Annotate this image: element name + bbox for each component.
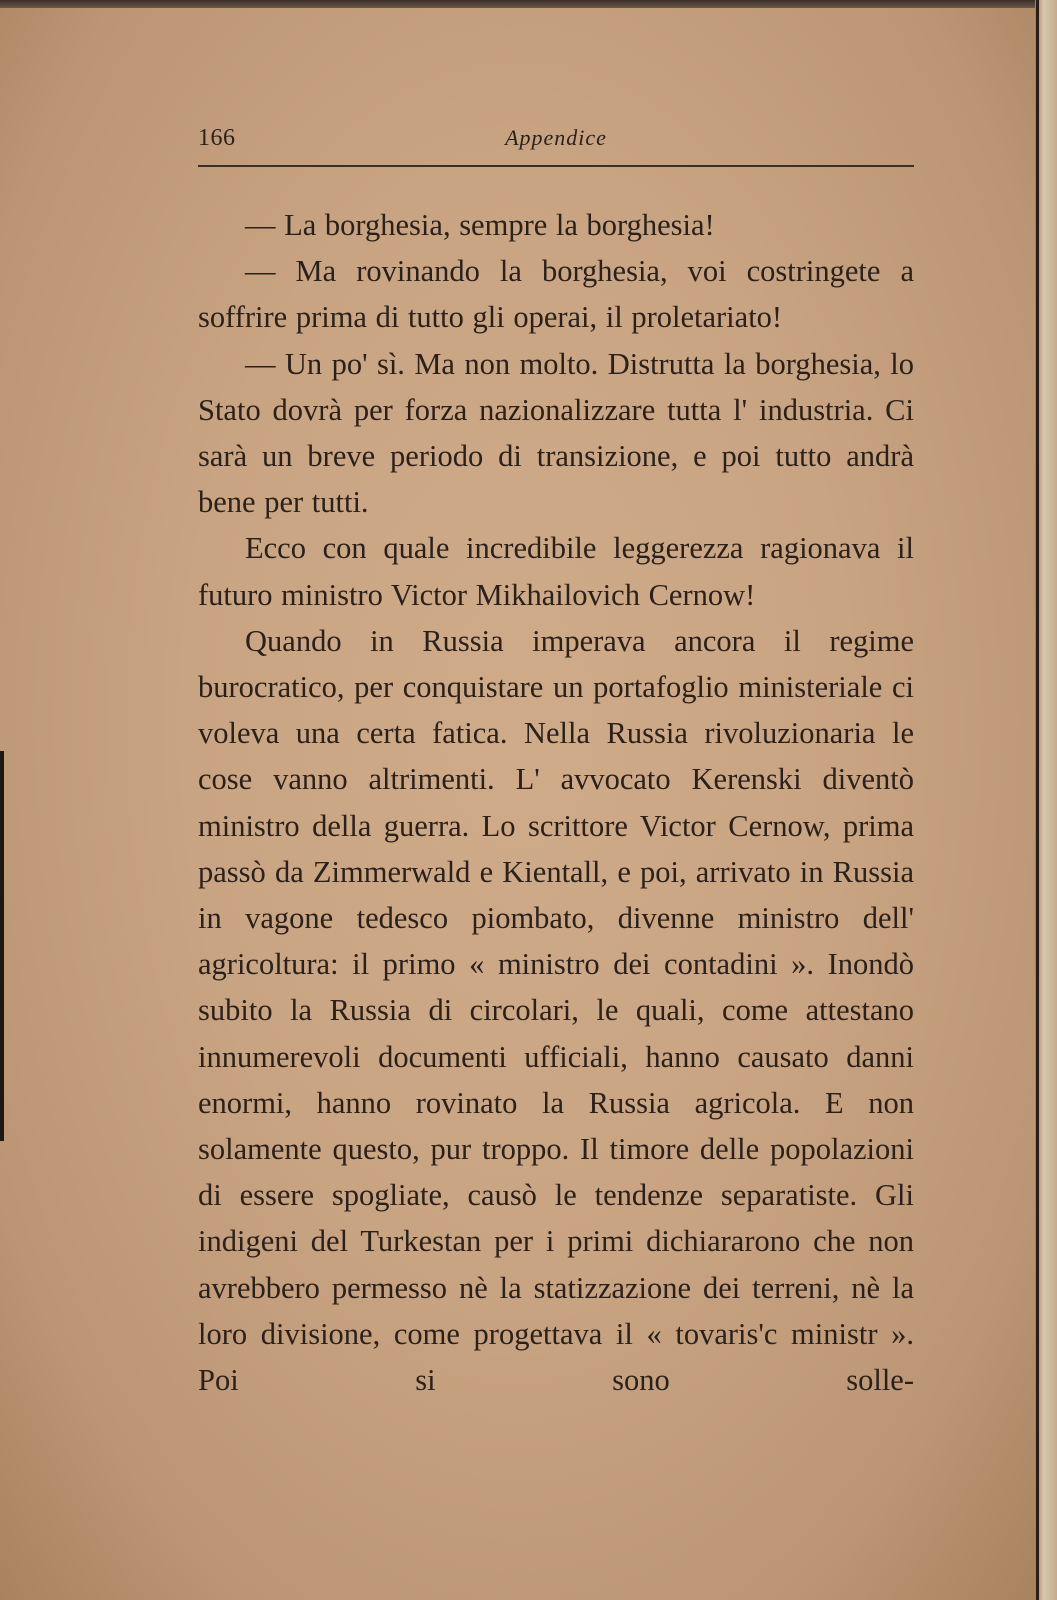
page-header [198, 121, 914, 161]
book-page [0, 6, 1035, 1600]
paragraph-3: — Un po' sì. Ma non molto. Distrutta la borghesia, lo Stato dovrà per forza nazionalizzare tutta l' industria. Ci sarà un breve periodo di transizione, e poi tutto andrà bene per tutti. [198, 346, 914, 520]
scan-top-edge [0, 0, 1057, 8]
body-text [198, 202, 914, 1403]
running-head: Appendice [505, 125, 607, 150]
page-number: 166 [198, 125, 236, 151]
page-edge-shadow [0, 751, 4, 1141]
paragraph-2: — Ma rovinando la borghesia, voi costringete a soffrire prima di tutto gli operai, il proletariato! [198, 254, 914, 335]
paragraph-1: — La borghesia, sempre la borghesia! [245, 208, 715, 242]
header-rule [198, 165, 914, 167]
paragraph-5: Quando in Russia imperava ancora il regime burocratico, per conquistare un portafoglio ministeriale ci voleva una certa fatica. Nella Russia rivoluzionaria le cose vanno altrimenti. L' avvocato Kerenski diventò ministro della guerra. Lo scrittore Victor Cernow, prima passò da Zimmerwald e Kientall, e poi, arrivato in Russia in vagone tedesco piombato, divenne ministro dell' agricoltura: il primo « ministro dei contadini ». Inondò subito la Russia di circolari, le quali, come attestano innumerevoli documenti ufficiali, hanno causato danni enormi, hanno rovinato la Russia agricola. E non solamente questo, pur troppo. Il timore delle popolazioni di essere spogliate, causò le tendenze separatiste. Gli indigeni del Turkestan per i primi dichiararono che non avrebbero permesso nè la statizzazione dei terreni, nè la loro divisione, come progettava il « tovaris'c ministr ». Poi si sono solle- [198, 623, 914, 1398]
paragraph-4: Ecco con quale incredibile leggerezza ragionava il futuro ministro Victor Mikhailovich Cernow! [198, 531, 914, 612]
binding-line [1036, 0, 1039, 1600]
